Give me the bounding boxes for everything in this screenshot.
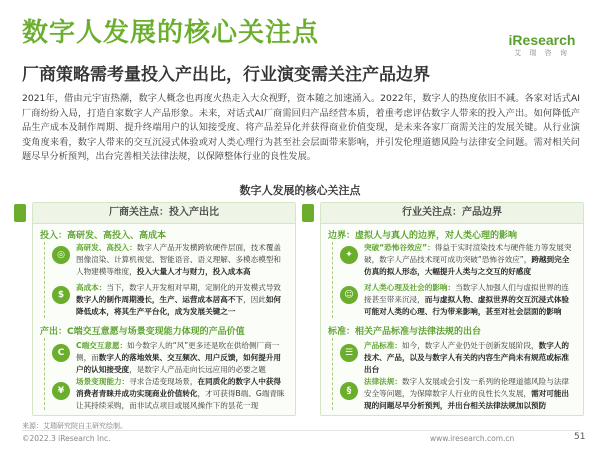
page-title: 数字人发展的核心关注点 [22, 18, 320, 48]
input-connector [44, 242, 45, 318]
norm-label: 标准：相关产品标准与法律法规的出台 [328, 327, 482, 337]
item-high-cost-text2: ，因此 [243, 295, 266, 304]
item-scenario-lead: 场景变现能力： [76, 377, 130, 386]
item-c-end-lead: C端交互意愿： [76, 341, 128, 350]
item-uncanny-bold: 跨越到完全仿真的拟人形态，大幅提升人类与之交互的好感度 [364, 255, 570, 276]
norm-connector [332, 338, 333, 410]
right-panel-header: 行业关注点：产品边界 [321, 203, 583, 224]
iresearch-logo [502, 32, 582, 58]
page-number: 51 [574, 432, 586, 442]
item-scenario-text2: ，才可获得B端、G端青睐让其持续采购，而非试点项目或展风操作下的昙花一现 [76, 389, 285, 410]
psychology-icon: ☺ [340, 286, 358, 304]
right-marker-icon [302, 204, 314, 222]
item-high-investment-bold: 投入大量人才与财力，投入成本高 [136, 267, 251, 276]
item-high-cost-lead: 高成本： [76, 283, 107, 292]
copyright: ©2022.3 iResearch Inc. [22, 434, 111, 443]
item-c-end-bold: 数字人的落地效果、交互频次、用户反馈，如何提升用户的认知接受度 [76, 353, 282, 374]
item-high-cost-bold2: 如何降低成本，将其生产平台化，成为发展关键之一 [76, 295, 282, 316]
item-scenario-bold: 在同质化的数字人中获得消费者青睐并成功实现商业价值转化 [76, 377, 282, 398]
research-icon: ◎ [52, 246, 70, 264]
output-label: 产出：C端交互意愿与场景变现能力体现的产品价值 [40, 327, 245, 337]
left-panel-header: 厂商关注点：投入产出比 [33, 203, 295, 224]
logo-subtext: 艾 瑞 咨 询 [514, 49, 570, 57]
monetization-icon: ¥ [52, 382, 70, 400]
intro-paragraph: 2021年，借由元宇宙热潮，数字人概念也再度火热走入大众视野，资本随之加速涌入。2022年，数字人的热度依旧不减。各家对话式AI厂商纷纷入局，打造自家数字人产品形象。未来，对话式AI厂商需回归产品经营本质，着重考虑评估数字人带来的投入产出。如何降低产品生产成本及制作周期、提升终端用户的认知接受度、将产品差异化并获得商业价值变现，是未来各家厂商需关注的发展关键。从行业演变角度来看，数字人带来的交互沉浸式体验或对人类心理行为甚至社会层面带来影响，并引发伦理道德风险与法律安全问题。需对相关问题尽早分析预判，出台完善相关法律法规，以保障整体行业的良性发展。 [22, 93, 580, 163]
item-high-cost-text: 当下，数字人开发相对早期，定制化的开发模式导致 [106, 283, 282, 292]
footer-divider [22, 430, 580, 431]
item-standard-bold: 数字人的技术、产品，以及与数字人有关的内容生产尚未有规范或标准出台 [364, 341, 570, 374]
boundary-label: 边界：虚拟人与真人的边界，对人类心理的影响 [328, 231, 518, 241]
page-subtitle: 厂商策略需考量投入产出比，行业演变需关注产品边界 [22, 65, 430, 85]
item-social-lead: 对人类心理及社会的影响： [364, 283, 456, 292]
item-standard-lead: 产品标准： [364, 341, 402, 350]
item-c-end-text2: ，是数字人产品走向长远应用的必要之题 [129, 365, 266, 374]
item-scenario-monetization [76, 376, 288, 412]
item-c-end-interaction [76, 340, 288, 376]
left-marker-icon [14, 204, 26, 222]
breakthrough-icon: ✦ [340, 246, 358, 264]
item-high-investment-lead: 高研发、高投入： [76, 243, 137, 252]
item-high-cost-bold1: 数字人的制作周期漫长，生产、运营成本居高不下 [76, 295, 244, 304]
diagram-title: 数字人发展的核心关注点 [239, 184, 361, 197]
cost-icon: $ [52, 286, 70, 304]
footer-url[interactable]: www.iresearch.com.cn [430, 434, 515, 443]
item-law-text: 数字人发展或会引发一系列的伦理道德风险与法律安全等问题，为保障数字人行业的良性长久发展， [364, 377, 570, 398]
boundary-connector [332, 242, 333, 318]
output-connector [44, 338, 45, 410]
source-note: 来源：艾瑞研究院自主研究绘制。 [22, 422, 127, 430]
law-icon: § [340, 382, 358, 400]
item-standard-text: 如今，数字人产业仍处于创新发展阶段， [401, 341, 539, 350]
item-law-lead: 法律法规： [364, 377, 402, 386]
input-label: 投入：高研发、高投入、高成本 [40, 231, 167, 241]
item-social-text: 当数字人加强人们与虚拟世界的连接甚至带来沉浸， [364, 283, 570, 304]
item-high-investment-text: 数字人产品开发横跨软硬件层面，技术覆盖图像渲染、计算机视觉、智能语音、语义理解、多模态模型和人物建模等维度， [76, 243, 282, 276]
item-social-bold: 而与虚拟人物、虚拟世界的交互沉浸式体验可能对人类的心理、行为带来影响，甚至对社会层面的影响 [364, 295, 570, 316]
item-uncanny-lead: 突破“恐怖谷效应”： [364, 243, 435, 252]
item-law-bold: 需对可能出现的问题尽早分析预判，并出台相关法律法规加以预防 [364, 389, 570, 410]
item-laws-regulations [364, 376, 576, 412]
interaction-icon: C [52, 344, 70, 362]
item-scenario-text: 寻求合适变现场景， [129, 377, 198, 386]
standard-icon: ☰ [340, 344, 358, 362]
item-c-end-text: 如今数字人的“风”更多还是吹在供给侧厂商一侧，而 [76, 341, 280, 362]
item-high-cost [76, 282, 288, 318]
item-uncanny-text: 得益于实时渲染技术与硬件能力等发展突破，数字人产品技术现可成功突破“恐怖谷效应”， [364, 243, 572, 264]
item-uncanny-valley [364, 242, 576, 278]
item-high-investment [76, 242, 288, 278]
item-social-impact [364, 282, 576, 318]
logo-wordmark: iResearch [508, 32, 576, 48]
item-product-standard [364, 340, 576, 376]
